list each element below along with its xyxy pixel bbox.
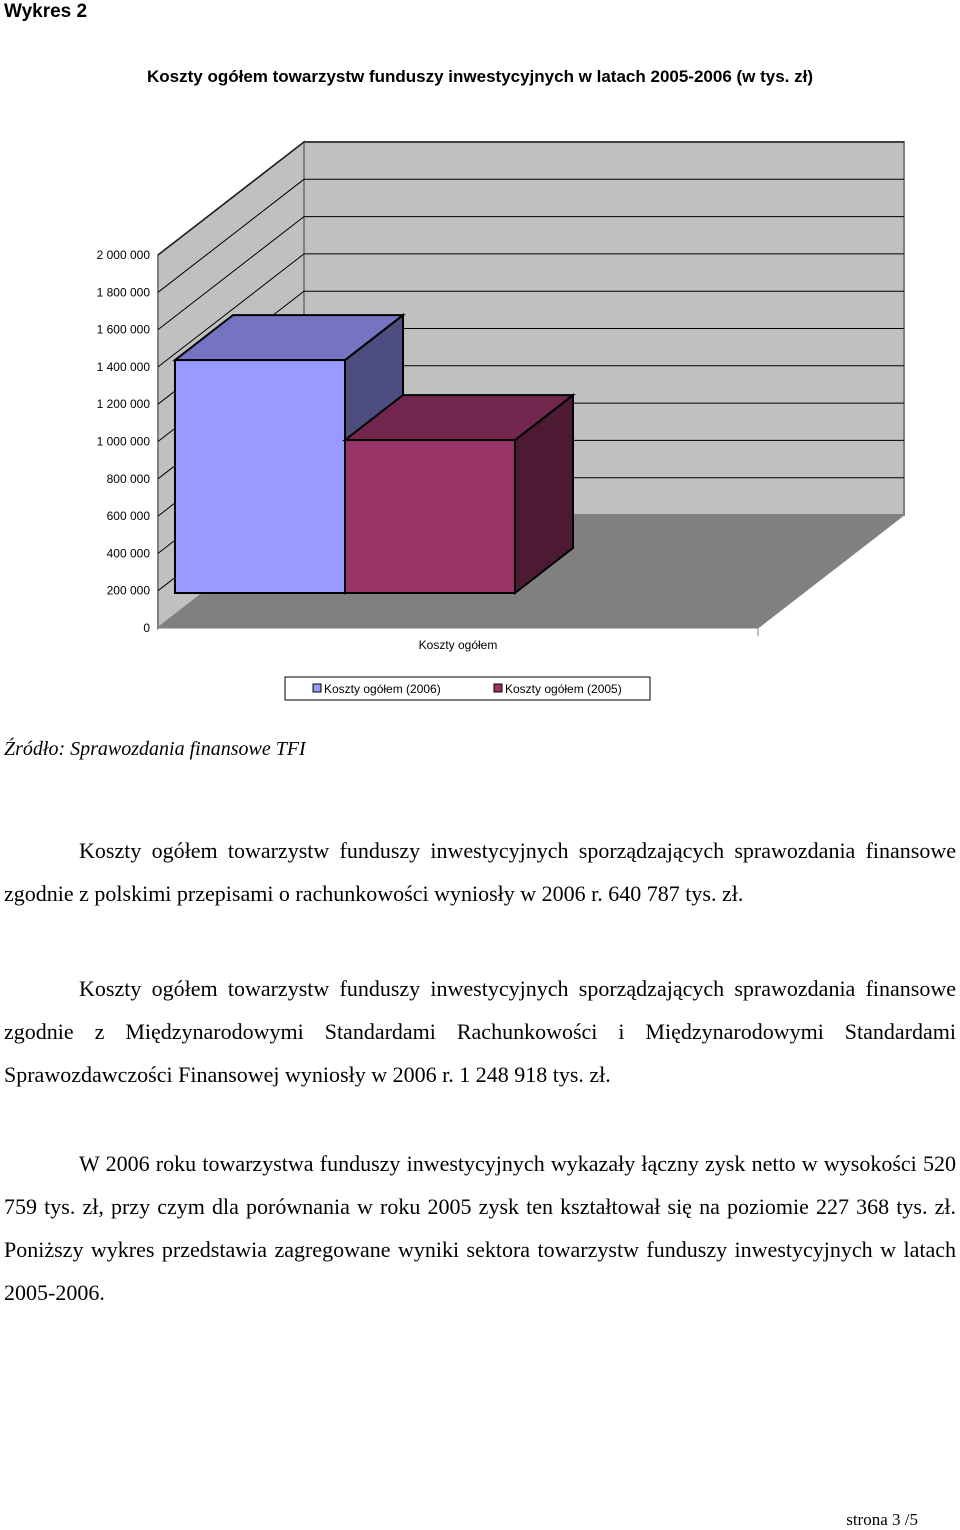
y-tick-label: 200 000 xyxy=(106,583,150,598)
chart-legend xyxy=(285,677,650,700)
legend-swatch-1 xyxy=(313,684,321,692)
chart-container xyxy=(0,55,960,715)
y-tick-label: 0 xyxy=(143,621,150,635)
y-tick-label: 2 000 000 xyxy=(96,248,150,262)
page-number: strona 3 /5 xyxy=(846,1510,918,1529)
paragraph-1: Koszty ogółem towarzystw funduszy inwestycyjnych sporządzających sprawozdania finansowe zgodnie z polskimi przepisami o rachunkowości wyniosły w 2006 r. 640 787 tys. zł. xyxy=(4,838,956,906)
paragraph-3: W 2006 roku towarzystwa funduszy inwestycyjnych wykazały łączny zysk netto w wysokości 520 759 tys. zł, przy czym dla porównania w roku 2005 zysk ten kształtował się na poziomie 227 368 tys. zł. Poniższy wykres przedstawia zagregowane wyniki sektora towarzystw funduszy inwestycyjnych w latach 2005-2006. xyxy=(4,1151,956,1305)
bar-front-1 xyxy=(175,360,345,593)
y-tick-label: 1 600 000 xyxy=(96,322,150,337)
y-tick-label: 600 000 xyxy=(106,509,150,524)
y-tick-label: 400 000 xyxy=(106,546,150,561)
bar-front-2 xyxy=(345,440,515,593)
legend-swatch-2 xyxy=(494,684,502,692)
chart-x-axis xyxy=(158,628,758,652)
y-tick-label: 800 000 xyxy=(106,471,150,486)
legend-label-2: Koszty ogółem (2005) xyxy=(505,682,622,696)
chart-svg xyxy=(0,55,960,715)
y-tick-label: 1 400 000 xyxy=(96,359,150,374)
y-tick-label: 1 800 000 xyxy=(96,285,150,300)
figure-heading: Wykres 2 xyxy=(4,1,88,22)
chart-title: Koszty ogółem towarzystw funduszy inwestycyjnych w latach 2005-2006 (w tys. zł) xyxy=(146,67,814,86)
y-tick-label: 1 200 000 xyxy=(96,397,150,412)
legend-label-1: Koszty ogółem (2006) xyxy=(324,682,441,696)
y-tick-label: 1 000 000 xyxy=(96,434,150,449)
paragraph-2: Koszty ogółem towarzystw funduszy inwestycyjnych sporządzających sprawozdania finansowe zgodnie z Międzynarodowymi Standardami Rachunkowości i Międzynarodowymi Standardami Sprawozdawczości Finansowej wyniosły w 2006 r. 1 248 918 tys. zł. xyxy=(4,976,956,1087)
source-note: Źródło: Sprawozdania finansowe TFI xyxy=(4,738,306,760)
chart-y-axis xyxy=(97,248,151,635)
x-category-label: Koszty ogółem xyxy=(418,638,498,652)
